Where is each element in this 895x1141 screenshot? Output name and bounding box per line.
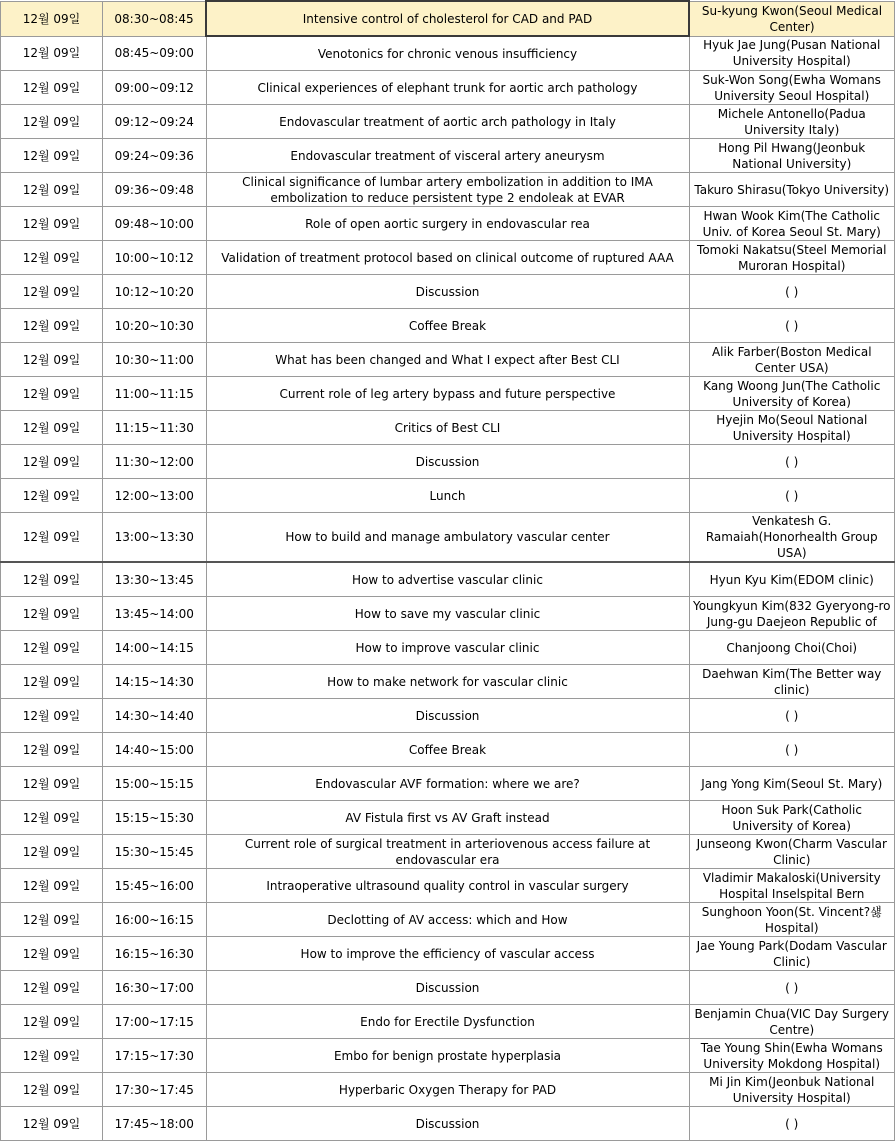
- session-title-cell: Current role of surgical treatment in arteriovenous access failure at endovascular era: [206, 835, 689, 869]
- date-cell: 12월 09일: [1, 479, 103, 513]
- speaker-cell: Tae Young Shin(Ewha Womans University Mokdong Hospital): [689, 1039, 895, 1073]
- schedule-row: [1, 937, 895, 971]
- date-cell: 12월 09일: [1, 631, 103, 665]
- time-cell: 13:45~14:00: [103, 597, 207, 631]
- speaker-cell: Hyejin Mo(Seoul National University Hospital): [689, 411, 895, 445]
- date-cell: 12월 09일: [1, 207, 103, 241]
- date-cell: 12월 09일: [1, 835, 103, 869]
- session-title-cell: Clinical experiences of elephant trunk for aortic arch pathology: [206, 71, 689, 105]
- speaker-cell: Hwan Wook Kim(The Catholic Univ. of Korea Seoul St. Mary): [689, 207, 895, 241]
- schedule-row: [1, 562, 895, 597]
- time-cell: 08:30~08:45: [103, 1, 207, 36]
- schedule-row: [1, 309, 895, 343]
- schedule-row: [1, 1073, 895, 1107]
- schedule-row: [1, 869, 895, 903]
- date-cell: 12월 09일: [1, 1107, 103, 1141]
- time-cell: 10:12~10:20: [103, 275, 207, 309]
- date-cell: 12월 09일: [1, 937, 103, 971]
- time-cell: 14:00~14:15: [103, 631, 207, 665]
- speaker-cell: Benjamin Chua(VIC Day Surgery Centre): [689, 1005, 895, 1039]
- date-cell: 12월 09일: [1, 513, 103, 563]
- schedule-row: [1, 36, 895, 71]
- speaker-cell: Youngkyun Kim(832 Gyeryong-ro Jung-gu Daejeon Republic of: [689, 597, 895, 631]
- schedule-row: [1, 479, 895, 513]
- schedule-row: [1, 71, 895, 105]
- time-cell: 10:30~11:00: [103, 343, 207, 377]
- time-cell: 16:15~16:30: [103, 937, 207, 971]
- date-cell: 12월 09일: [1, 665, 103, 699]
- session-title-cell: Discussion: [206, 445, 689, 479]
- date-cell: 12월 09일: [1, 767, 103, 801]
- session-title-cell: How to advertise vascular clinic: [206, 562, 689, 597]
- date-cell: 12월 09일: [1, 241, 103, 275]
- time-cell: 17:15~17:30: [103, 1039, 207, 1073]
- session-title-cell: Role of open aortic surgery in endovascular rea: [206, 207, 689, 241]
- schedule-row: [1, 173, 895, 207]
- session-title-cell: How to improve vascular clinic: [206, 631, 689, 665]
- schedule-row: [1, 445, 895, 479]
- speaker-cell: Venkatesh G. Ramaiah(Honorhealth Group USA): [689, 513, 895, 563]
- date-cell: 12월 09일: [1, 597, 103, 631]
- session-title-cell: How to save my vascular clinic: [206, 597, 689, 631]
- time-cell: 17:30~17:45: [103, 1073, 207, 1107]
- schedule-row: [1, 241, 895, 275]
- schedule-row: [1, 971, 895, 1005]
- date-cell: 12월 09일: [1, 801, 103, 835]
- speaker-cell: Kang Woong Jun(The Catholic University of Korea): [689, 377, 895, 411]
- session-title-cell: Declotting of AV access: which and How: [206, 903, 689, 937]
- schedule-row: [1, 903, 895, 937]
- date-cell: 12월 09일: [1, 1005, 103, 1039]
- date-cell: 12월 09일: [1, 1039, 103, 1073]
- time-cell: 11:15~11:30: [103, 411, 207, 445]
- schedule-row: [1, 767, 895, 801]
- schedule-row: [1, 139, 895, 173]
- speaker-cell: Hyun Kyu Kim(EDOM clinic): [689, 562, 895, 597]
- speaker-cell: ( ): [689, 479, 895, 513]
- session-title-cell: Endovascular treatment of visceral artery aneurysm: [206, 139, 689, 173]
- time-cell: 15:15~15:30: [103, 801, 207, 835]
- speaker-cell: Junseong Kwon(Charm Vascular Clinic): [689, 835, 895, 869]
- schedule-row: [1, 1107, 895, 1141]
- date-cell: 12월 09일: [1, 411, 103, 445]
- speaker-cell: Sunghoon Yoon(St. Vincent?섏 Hospital): [689, 903, 895, 937]
- session-title-cell: Intensive control of cholesterol for CAD and PAD: [206, 1, 689, 36]
- time-cell: 09:36~09:48: [103, 173, 207, 207]
- session-title-cell: Discussion: [206, 1107, 689, 1141]
- session-title-cell: Discussion: [206, 275, 689, 309]
- schedule-row: [1, 105, 895, 139]
- speaker-cell: ( ): [689, 699, 895, 733]
- schedule-row: [1, 207, 895, 241]
- schedule-row: [1, 835, 895, 869]
- schedule-row: [1, 275, 895, 309]
- date-cell: 12월 09일: [1, 275, 103, 309]
- session-title-cell: How to build and manage ambulatory vascular center: [206, 513, 689, 563]
- time-cell: 16:00~16:15: [103, 903, 207, 937]
- speaker-cell: ( ): [689, 733, 895, 767]
- session-title-cell: What has been changed and What I expect after Best CLI: [206, 343, 689, 377]
- date-cell: 12월 09일: [1, 309, 103, 343]
- speaker-cell: Alik Farber(Boston Medical Center USA): [689, 343, 895, 377]
- session-title-cell: Lunch: [206, 479, 689, 513]
- session-title-cell: Endovascular treatment of aortic arch pathology in Italy: [206, 105, 689, 139]
- time-cell: 15:30~15:45: [103, 835, 207, 869]
- time-cell: 12:00~13:00: [103, 479, 207, 513]
- session-title-cell: Venotonics for chronic venous insufficiency: [206, 36, 689, 71]
- speaker-cell: Michele Antonello(Padua University Italy): [689, 105, 895, 139]
- schedule-row: [1, 343, 895, 377]
- speaker-cell: Jae Young Park(Dodam Vascular Clinic): [689, 937, 895, 971]
- time-cell: 17:00~17:15: [103, 1005, 207, 1039]
- schedule-row: [1, 733, 895, 767]
- schedule-row: [1, 411, 895, 445]
- date-cell: 12월 09일: [1, 343, 103, 377]
- time-cell: 14:15~14:30: [103, 665, 207, 699]
- date-cell: 12월 09일: [1, 971, 103, 1005]
- date-cell: 12월 09일: [1, 445, 103, 479]
- speaker-cell: Tomoki Nakatsu(Steel Memorial Muroran Hospital): [689, 241, 895, 275]
- date-cell: 12월 09일: [1, 139, 103, 173]
- date-cell: 12월 09일: [1, 1073, 103, 1107]
- date-cell: 12월 09일: [1, 733, 103, 767]
- schedule-row: [1, 1005, 895, 1039]
- speaker-cell: Hong Pil Hwang(Jeonbuk National University): [689, 139, 895, 173]
- session-title-cell: Clinical significance of lumbar artery embolization in addition to IMA embolization to reduce persistent type 2 endoleak at EVAR: [206, 173, 689, 207]
- time-cell: 17:45~18:00: [103, 1107, 207, 1141]
- session-title-cell: Validation of treatment protocol based on clinical outcome of ruptured AAA: [206, 241, 689, 275]
- session-title-cell: Endo for Erectile Dysfunction: [206, 1005, 689, 1039]
- date-cell: 12월 09일: [1, 903, 103, 937]
- time-cell: 11:30~12:00: [103, 445, 207, 479]
- session-title-cell: How to improve the efficiency of vascular access: [206, 937, 689, 971]
- speaker-cell: Takuro Shirasu(Tokyo University): [689, 173, 895, 207]
- date-cell: 12월 09일: [1, 71, 103, 105]
- session-title-cell: Endovascular AVF formation: where we are?: [206, 767, 689, 801]
- session-title-cell: Embo for benign prostate hyperplasia: [206, 1039, 689, 1073]
- schedule-row: [1, 631, 895, 665]
- session-title-cell: Coffee Break: [206, 309, 689, 343]
- time-cell: 14:30~14:40: [103, 699, 207, 733]
- speaker-cell: ( ): [689, 275, 895, 309]
- session-title-cell: Coffee Break: [206, 733, 689, 767]
- time-cell: 09:24~09:36: [103, 139, 207, 173]
- time-cell: 09:48~10:00: [103, 207, 207, 241]
- time-cell: 13:30~13:45: [103, 562, 207, 597]
- speaker-cell: Daehwan Kim(The Better way clinic): [689, 665, 895, 699]
- speaker-cell: Jang Yong Kim(Seoul St. Mary): [689, 767, 895, 801]
- speaker-cell: Mi Jin Kim(Jeonbuk National University Hospital): [689, 1073, 895, 1107]
- speaker-cell: ( ): [689, 971, 895, 1005]
- speaker-cell: Hyuk Jae Jung(Pusan National University Hospital): [689, 36, 895, 71]
- schedule-row: [1, 377, 895, 411]
- schedule-row: [1, 801, 895, 835]
- speaker-cell: Vladimir Makaloski(University Hospital Inselspital Bern: [689, 869, 895, 903]
- date-cell: 12월 09일: [1, 562, 103, 597]
- schedule-row: [1, 699, 895, 733]
- session-title-cell: Hyperbaric Oxygen Therapy for PAD: [206, 1073, 689, 1107]
- schedule-row: [1, 597, 895, 631]
- session-title-cell: Critics of Best CLI: [206, 411, 689, 445]
- time-cell: 16:30~17:00: [103, 971, 207, 1005]
- time-cell: 09:00~09:12: [103, 71, 207, 105]
- date-cell: 12월 09일: [1, 1, 103, 36]
- time-cell: 10:20~10:30: [103, 309, 207, 343]
- speaker-cell: Suk-Won Song(Ewha Womans University Seoul Hospital): [689, 71, 895, 105]
- session-title-cell: Discussion: [206, 699, 689, 733]
- date-cell: 12월 09일: [1, 173, 103, 207]
- time-cell: 08:45~09:00: [103, 36, 207, 71]
- speaker-cell: Chanjoong Choi(Choi): [689, 631, 895, 665]
- date-cell: 12월 09일: [1, 699, 103, 733]
- time-cell: 15:00~15:15: [103, 767, 207, 801]
- schedule-body: [1, 1, 895, 1141]
- session-title-cell: Current role of leg artery bypass and future perspective: [206, 377, 689, 411]
- schedule-row: [1, 665, 895, 699]
- speaker-cell: ( ): [689, 309, 895, 343]
- time-cell: 09:12~09:24: [103, 105, 207, 139]
- speaker-cell: ( ): [689, 1107, 895, 1141]
- session-title-cell: Discussion: [206, 971, 689, 1005]
- schedule-row: [1, 513, 895, 563]
- time-cell: 11:00~11:15: [103, 377, 207, 411]
- date-cell: 12월 09일: [1, 869, 103, 903]
- speaker-cell: Hoon Suk Park(Catholic University of Korea): [689, 801, 895, 835]
- time-cell: 10:00~10:12: [103, 241, 207, 275]
- speaker-cell: Su-kyung Kwon(Seoul Medical Center): [689, 1, 895, 36]
- date-cell: 12월 09일: [1, 105, 103, 139]
- speaker-cell: ( ): [689, 445, 895, 479]
- session-title-cell: How to make network for vascular clinic: [206, 665, 689, 699]
- time-cell: 13:00~13:30: [103, 513, 207, 563]
- session-title-cell: Intraoperative ultrasound quality control in vascular surgery: [206, 869, 689, 903]
- time-cell: 14:40~15:00: [103, 733, 207, 767]
- date-cell: 12월 09일: [1, 377, 103, 411]
- date-cell: 12월 09일: [1, 36, 103, 71]
- session-title-cell: AV Fistula first vs AV Graft instead: [206, 801, 689, 835]
- time-cell: 15:45~16:00: [103, 869, 207, 903]
- schedule-row: [1, 1, 895, 36]
- schedule-row: [1, 1039, 895, 1073]
